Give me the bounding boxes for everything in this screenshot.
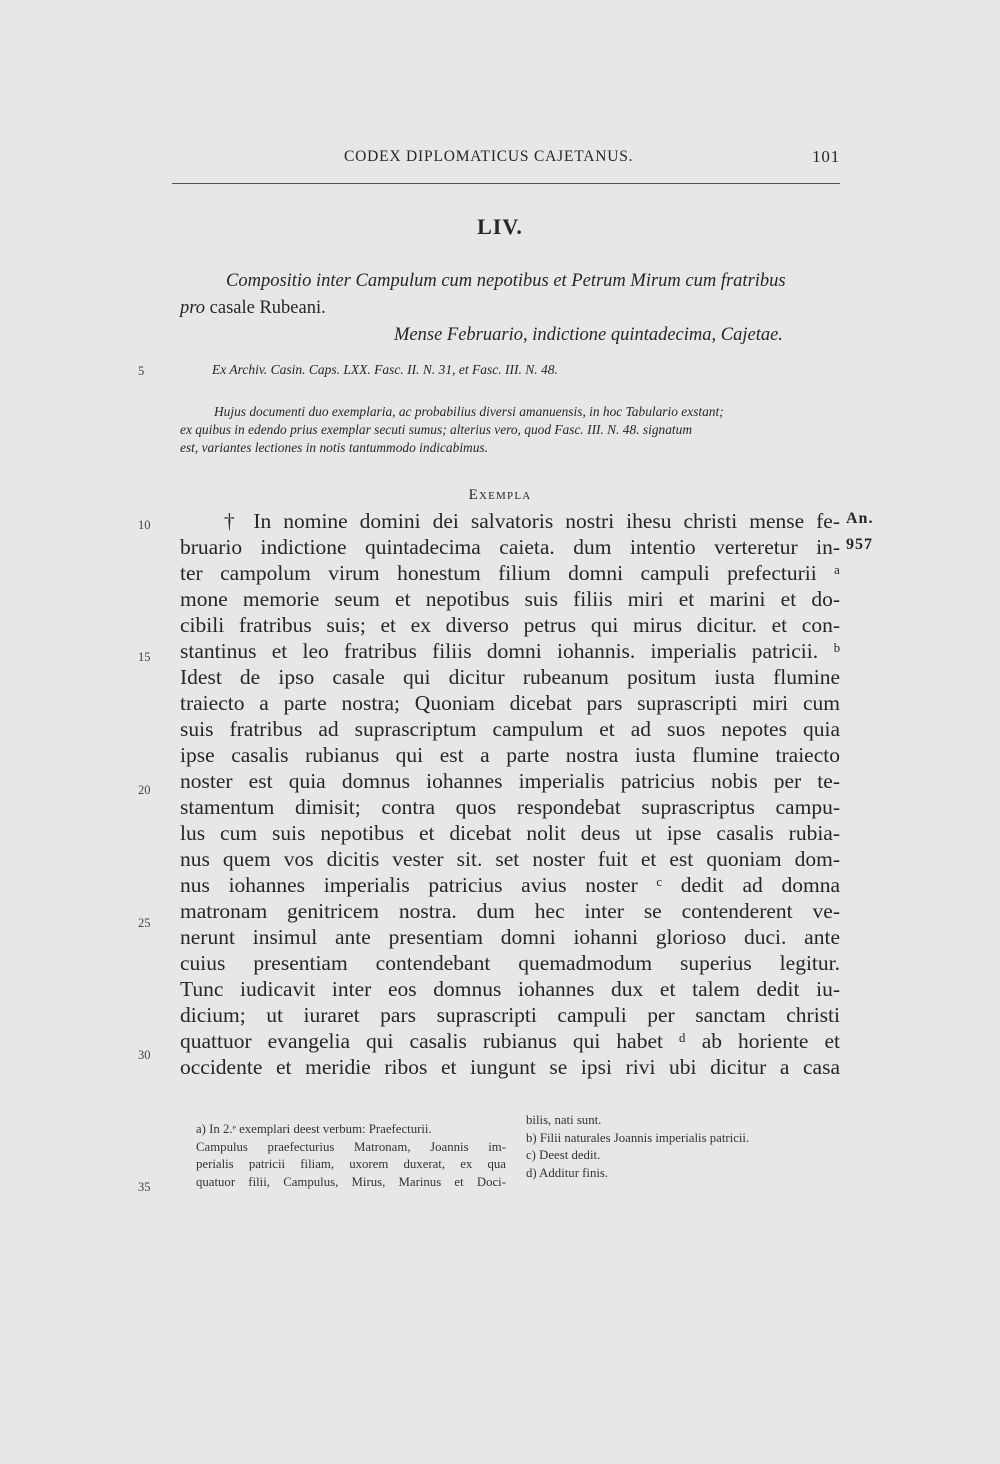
summary-pro: pro [180,298,206,318]
body-line: bruario indictione quintadecima caieta. dum intentio verteretur in- [180,535,840,559]
year-value: 957 [846,536,873,553]
line-number: 30 [138,1048,151,1062]
editorial-note-line: ex quibus in edendo prius exemplar secuti sumus; alterius vero, quod Fasc. III. N. 48. signatum [180,422,692,437]
footnote-line: c) Deest dedit. [526,1148,601,1162]
footnote-line: bilis, nati sunt. [526,1113,602,1127]
footnote-line: d) Additur finis. [526,1165,609,1180]
document-number: LIV. [477,214,523,239]
body-line: ter campolum virum honestum filium domni campuli prefecturii ᵃ [180,561,840,585]
footnotes-right [526,1112,856,1182]
summary-line-1: Compositio inter Campulum cum nepotibus et Petrum Mirum cum fratribus [226,271,786,291]
body-line: matronam genitricem nostra. dum hec inter se contenderent ve- [180,899,840,923]
body-line: traiecto a parte nostra; Quoniam dicebat pars suprascripti miri cum [180,691,840,715]
year-label: An. [846,510,874,527]
body-line: nus iohannes imperialis patricius avius noster ᶜ dedit ad domna [180,873,840,897]
exempla-heading: Exempla [468,487,532,503]
body-line: nerunt insimul ante presentiam domni iohanni glorioso duci. ante [180,925,840,949]
body-line: ipse casalis rubianus qui est a parte nostra iusta flumine traiecto [180,743,840,767]
line-number: 15 [138,650,151,664]
body-line: lus cum suis nepotibus et dicebat nolit deus ut ipse casalis rubia- [180,821,840,845]
header-rule [172,183,840,184]
body-line: dicium; ut iuraret pars suprascripti campuli per sanctam christi [180,1003,840,1027]
footnotes-left [196,1121,506,1191]
summary-line-2 [180,294,840,322]
page-number: 101 [812,147,840,166]
line-number: 35 [138,1180,151,1194]
body-line: † In nomine domini dei salvatoris nostri ihesu christi mense fe- [224,509,840,533]
date-line: Mense Februario, indictione quintadecima, Cajetae. [394,325,783,345]
footnote-line: quatuor filii, Campulus, Mirus, Marinus et Doci- [196,1174,506,1189]
editorial-note-line: Hujus documenti duo exemplaria, ac probabilius diversi amanuensis, in hoc Tabulario exstant; [214,404,724,419]
body-line: nus quem vos dicitis vester sit. set noster fuit et est quoniam dom- [180,847,840,871]
footnote-line: Campulus praefecturius Matronam, Joannis im- [196,1139,506,1154]
body-line: cuius presentiam contendebant quemadmodum superius legitur. [180,951,840,975]
summary-casale: casale Rubeani. [205,298,326,318]
line-number: 25 [138,916,151,930]
body-line: noster est quia domnus iohannes imperialis patricius nobis per te- [180,769,840,793]
body-line: stantinus et leo fratribus filiis domni iohannis. imperialis patricii. ᵇ [180,639,840,663]
body-line: cibili fratribus suis; et ex diverso petrus qui mirus dicitur. et con- [180,613,840,637]
body-line: Tunc iudicavit inter eos domnus iohannes dux et talem dedit iu- [180,977,840,1001]
footnote-line: a) In 2.ᵉ exemplari deest verbum: Praefecturii. [196,1122,432,1136]
body-line: Idest de ipso casale qui dicitur rubeanum positum iusta flumine [180,665,840,689]
body-line: occidente et meridie ribos et iungunt se ipsi rivi ubi dicitur a casa [180,1055,840,1079]
archive-reference: Ex Archiv. Casin. Caps. LXX. Fasc. II. N. 31, et Fasc. III. N. 48. [212,362,558,377]
editorial-note-line: est, variantes lectiones in notis tantummodo indicabimus. [180,440,488,455]
line-number: 5 [138,364,145,378]
line-number: 20 [138,783,151,797]
body-line: stamentum dimisit; contra quos respondebat suprascriptus campu- [180,795,840,819]
body-line: suis fratribus ad suprascriptum campulum et ad suos nepotes quia [180,717,840,741]
footnote-line: b) Filii naturales Joannis imperialis patricii. [526,1130,750,1145]
body-line: mone memorie seum et nepotibus suis filiis miri et marini et do- [180,587,840,611]
line-number: 10 [138,518,151,532]
footnote-line: perialis patricii filiam, uxorem duxerat, ex qua [196,1157,506,1171]
running-title: CODEX DIPLOMATICUS CAJETANUS. [344,148,634,165]
running-head [344,148,844,170]
body-line: quattuor evangelia qui casalis rubianus qui habet ᵈ ab horiente et [180,1029,840,1053]
